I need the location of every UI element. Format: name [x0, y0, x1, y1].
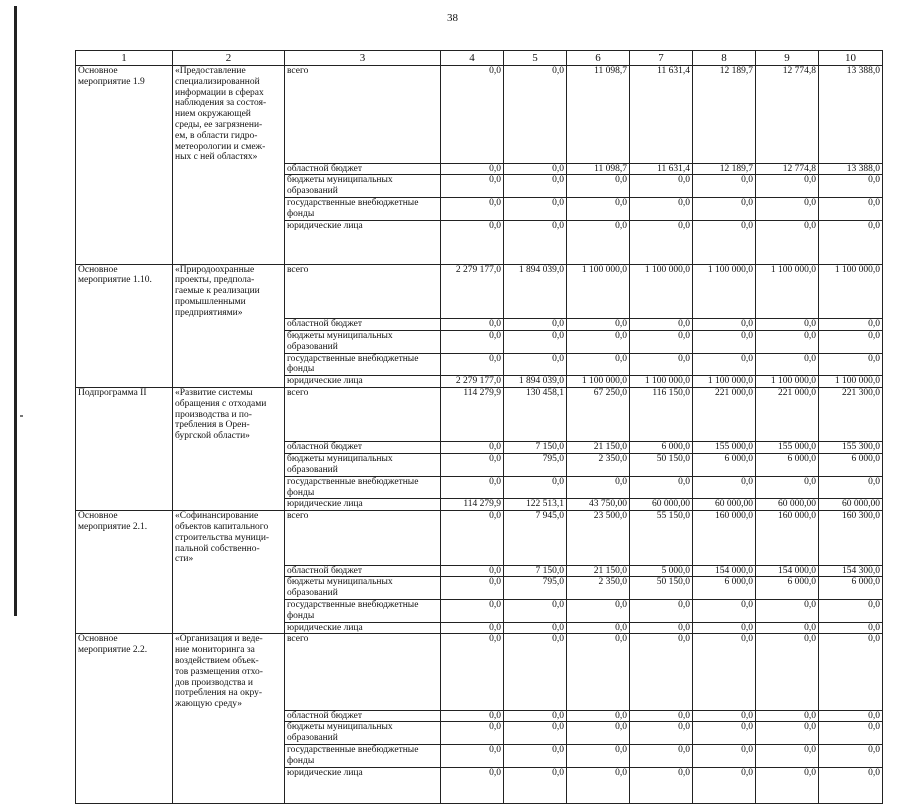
program-title-cell: [173, 454, 285, 477]
table-header: [76, 51, 883, 66]
program-title-cell: «Организация и веде- ние мониторинга за воздействием объек- тов размещения отхо- дов производства и потребления на окру- жающую среду»: [173, 634, 285, 710]
value-cell: 0,0: [630, 722, 693, 745]
table-row: [76, 264, 883, 318]
value-cell: 0,0: [630, 710, 693, 722]
header-cell: 9: [756, 51, 819, 66]
value-cell: 0,0: [441, 744, 504, 767]
value-cell: 0,0: [630, 319, 693, 331]
value-cell: 6 000,0: [630, 442, 693, 454]
funding-source-cell: всего: [285, 66, 441, 164]
table-row: [76, 66, 883, 164]
value-cell: 0,0: [504, 319, 567, 331]
value-cell: 21 150,0: [567, 565, 630, 577]
value-cell: 6 000,0: [756, 577, 819, 600]
value-cell: 0,0: [819, 710, 883, 722]
value-cell: 160 000,0: [756, 511, 819, 565]
table-row: [76, 220, 883, 264]
value-cell: 0,0: [567, 622, 630, 634]
program-name-cell: [76, 319, 173, 331]
program-title-cell: [173, 476, 285, 499]
value-cell: 0,0: [819, 722, 883, 745]
value-cell: 0,0: [630, 330, 693, 353]
page-number: 38: [447, 12, 458, 24]
program-name-cell: [76, 220, 173, 264]
header-cell: 3: [285, 51, 441, 66]
program-name-cell: [76, 163, 173, 175]
value-cell: 0,0: [756, 722, 819, 745]
value-cell: 0,0: [567, 198, 630, 221]
value-cell: 7 945,0: [504, 511, 567, 565]
value-cell: 795,0: [504, 577, 567, 600]
table-row: [76, 634, 883, 710]
value-cell: 154 000,0: [756, 565, 819, 577]
program-title-cell: «Софинансирование объектов капитального строительства муници- пальной собственно- сти»: [173, 511, 285, 565]
funding-source-cell: всего: [285, 264, 441, 318]
value-cell: 5 000,0: [630, 565, 693, 577]
value-cell: 0,0: [504, 220, 567, 264]
value-cell: 0,0: [504, 330, 567, 353]
value-cell: 11 631,4: [630, 66, 693, 164]
value-cell: 0,0: [567, 600, 630, 623]
value-cell: 0,0: [441, 66, 504, 164]
value-cell: 0,0: [441, 353, 504, 376]
value-cell: 0,0: [756, 319, 819, 331]
value-cell: 0,0: [441, 198, 504, 221]
value-cell: 6 000,0: [756, 454, 819, 477]
value-cell: 43 750,00: [567, 499, 630, 511]
value-cell: 0,0: [504, 66, 567, 164]
funding-source-cell: юридические лица: [285, 220, 441, 264]
value-cell: 154 300,0: [819, 565, 883, 577]
value-cell: 50 150,0: [630, 577, 693, 600]
value-cell: 0,0: [441, 722, 504, 745]
value-cell: 0,0: [693, 744, 756, 767]
program-name-cell: [76, 577, 173, 600]
program-name-cell: [76, 600, 173, 623]
value-cell: 60 000,00: [630, 499, 693, 511]
value-cell: 114 279,9: [441, 499, 504, 511]
value-cell: 0,0: [630, 744, 693, 767]
table-row: [76, 198, 883, 221]
funding-source-cell: юридические лица: [285, 622, 441, 634]
table-row: [76, 476, 883, 499]
table-row: [76, 330, 883, 353]
program-name-cell: [76, 476, 173, 499]
value-cell: 12 774,8: [756, 163, 819, 175]
program-title-cell: [173, 319, 285, 331]
value-cell: 0,0: [693, 175, 756, 198]
program-title-cell: [173, 744, 285, 767]
table-row: [76, 600, 883, 623]
funding-source-cell: всего: [285, 634, 441, 710]
program-name-cell: [76, 622, 173, 634]
value-cell: 2 279 177,0: [441, 376, 504, 388]
value-cell: 0,0: [441, 454, 504, 477]
program-title-cell: «Природоохранные проекты, предпола- гаемые к реализации промышленными предприятиями»: [173, 264, 285, 318]
value-cell: 2 350,0: [567, 577, 630, 600]
value-cell: 0,0: [693, 220, 756, 264]
value-cell: 0,0: [504, 175, 567, 198]
program-name-cell: [76, 376, 173, 388]
value-cell: 0,0: [567, 767, 630, 803]
value-cell: 0,0: [819, 476, 883, 499]
binding-edge-line: [14, 6, 17, 616]
value-cell: 60 000,00: [756, 499, 819, 511]
value-cell: 7 150,0: [504, 565, 567, 577]
program-name-cell: [76, 710, 173, 722]
program-title-cell: «Предоставление специализированной информации в сферах наблюдения за состоя- нием окружающей среды, ее загрязнени- ем, в области гидро- метеорологии и смеж- ных с ней областях»: [173, 66, 285, 164]
program-title-cell: [173, 442, 285, 454]
value-cell: 0,0: [819, 634, 883, 710]
value-cell: 0,0: [630, 622, 693, 634]
funding-source-cell: бюджеты муниципальных образований: [285, 722, 441, 745]
value-cell: 0,0: [441, 442, 504, 454]
value-cell: 0,0: [819, 353, 883, 376]
value-cell: 0,0: [441, 319, 504, 331]
program-name-cell: [76, 353, 173, 376]
funding-table: [75, 50, 883, 804]
value-cell: 0,0: [441, 600, 504, 623]
value-cell: 795,0: [504, 454, 567, 477]
value-cell: 155 000,0: [756, 442, 819, 454]
program-title-cell: [173, 767, 285, 803]
funding-source-cell: государственные внебюджетные фонды: [285, 600, 441, 623]
value-cell: 0,0: [756, 353, 819, 376]
value-cell: 0,0: [441, 175, 504, 198]
value-cell: 0,0: [504, 353, 567, 376]
program-name-cell: [76, 330, 173, 353]
program-title-cell: [173, 175, 285, 198]
program-title-cell: [173, 577, 285, 600]
table-row: [76, 353, 883, 376]
program-title-cell: [173, 600, 285, 623]
header-cell: 4: [441, 51, 504, 66]
value-cell: 0,0: [693, 353, 756, 376]
header-cell: 2: [173, 51, 285, 66]
funding-source-cell: бюджеты муниципальных образований: [285, 330, 441, 353]
value-cell: 221 300,0: [819, 387, 883, 441]
value-cell: 0,0: [756, 767, 819, 803]
value-cell: 13 388,0: [819, 66, 883, 164]
value-cell: 11 098,7: [567, 163, 630, 175]
program-name-cell: [76, 565, 173, 577]
value-cell: 0,0: [693, 722, 756, 745]
header-cell: 7: [630, 51, 693, 66]
program-name-cell: [76, 744, 173, 767]
program-title-cell: [173, 622, 285, 634]
value-cell: 0,0: [630, 220, 693, 264]
value-cell: 0,0: [756, 330, 819, 353]
value-cell: 0,0: [630, 476, 693, 499]
value-cell: 1 100 000,0: [693, 376, 756, 388]
value-cell: 1 100 000,0: [630, 376, 693, 388]
value-cell: 0,0: [441, 476, 504, 499]
value-cell: 60 000,00: [819, 499, 883, 511]
value-cell: 0,0: [567, 722, 630, 745]
program-name-cell: [76, 499, 173, 511]
program-name-cell: [76, 454, 173, 477]
funding-source-cell: юридические лица: [285, 499, 441, 511]
value-cell: 1 100 000,0: [567, 264, 630, 318]
table-row: [76, 744, 883, 767]
program-name-cell: [76, 198, 173, 221]
program-name-cell: Основное мероприятие 2.1.: [76, 511, 173, 565]
funding-source-cell: государственные внебюджетные фонды: [285, 744, 441, 767]
header-cell: 10: [819, 51, 883, 66]
table-row: [76, 710, 883, 722]
margin-mark: [20, 415, 23, 417]
table-body: [76, 66, 883, 804]
value-cell: 221 000,0: [756, 387, 819, 441]
value-cell: 0,0: [819, 175, 883, 198]
value-cell: 0,0: [567, 710, 630, 722]
value-cell: 0,0: [756, 476, 819, 499]
program-name-cell: [76, 722, 173, 745]
value-cell: 11 098,7: [567, 66, 630, 164]
funding-source-cell: областной бюджет: [285, 442, 441, 454]
header-cell: 5: [504, 51, 567, 66]
program-title-cell: [173, 710, 285, 722]
value-cell: 0,0: [756, 744, 819, 767]
value-cell: 1 894 039,0: [504, 264, 567, 318]
program-name-cell: Основное мероприятие 1.10.: [76, 264, 173, 318]
value-cell: 154 000,0: [693, 565, 756, 577]
value-cell: 12 189,7: [693, 163, 756, 175]
table-row: [76, 387, 883, 441]
value-cell: 12 774,8: [756, 66, 819, 164]
table-row: [76, 511, 883, 565]
value-cell: 0,0: [756, 198, 819, 221]
value-cell: 23 500,0: [567, 511, 630, 565]
table-row: [76, 442, 883, 454]
value-cell: 0,0: [819, 198, 883, 221]
value-cell: 0,0: [819, 330, 883, 353]
value-cell: 0,0: [819, 767, 883, 803]
funding-source-cell: бюджеты муниципальных образований: [285, 577, 441, 600]
value-cell: 60 000,00: [693, 499, 756, 511]
value-cell: 0,0: [504, 600, 567, 623]
value-cell: 0,0: [693, 319, 756, 331]
program-title-cell: [173, 198, 285, 221]
value-cell: 0,0: [441, 330, 504, 353]
funding-source-cell: областной бюджет: [285, 319, 441, 331]
value-cell: 0,0: [693, 600, 756, 623]
program-title-cell: [173, 353, 285, 376]
program-title-cell: «Развитие системы обращения с отходами производства и по- требления в Орен- бургской области»: [173, 387, 285, 441]
funding-source-cell: областной бюджет: [285, 163, 441, 175]
value-cell: 1 100 000,0: [819, 376, 883, 388]
funding-source-cell: всего: [285, 387, 441, 441]
value-cell: 0,0: [504, 744, 567, 767]
table-row: [76, 622, 883, 634]
value-cell: 0,0: [504, 622, 567, 634]
value-cell: 0,0: [441, 767, 504, 803]
value-cell: 1 100 000,0: [567, 376, 630, 388]
value-cell: 160 000,0: [693, 511, 756, 565]
value-cell: 0,0: [630, 634, 693, 710]
header-cell: 6: [567, 51, 630, 66]
value-cell: 0,0: [441, 511, 504, 565]
value-cell: 0,0: [756, 175, 819, 198]
value-cell: 0,0: [819, 600, 883, 623]
value-cell: 0,0: [504, 710, 567, 722]
value-cell: 0,0: [630, 600, 693, 623]
header-cell: 1: [76, 51, 173, 66]
value-cell: 0,0: [630, 198, 693, 221]
header-cell: 8: [693, 51, 756, 66]
value-cell: 0,0: [567, 220, 630, 264]
value-cell: 0,0: [756, 220, 819, 264]
value-cell: 155 000,0: [693, 442, 756, 454]
funding-source-cell: областной бюджет: [285, 565, 441, 577]
value-cell: 116 150,0: [630, 387, 693, 441]
value-cell: 0,0: [693, 330, 756, 353]
table-row: [76, 565, 883, 577]
table-row: [76, 454, 883, 477]
value-cell: 0,0: [504, 767, 567, 803]
value-cell: 155 300,0: [819, 442, 883, 454]
value-cell: 13 388,0: [819, 163, 883, 175]
value-cell: 1 894 039,0: [504, 376, 567, 388]
value-cell: 0,0: [567, 175, 630, 198]
value-cell: 67 250,0: [567, 387, 630, 441]
value-cell: 0,0: [693, 198, 756, 221]
table-row: [76, 767, 883, 803]
value-cell: 130 458,1: [504, 387, 567, 441]
header-row: [76, 51, 883, 66]
program-title-cell: [173, 220, 285, 264]
value-cell: 6 000,0: [693, 577, 756, 600]
value-cell: 160 300,0: [819, 511, 883, 565]
value-cell: 0,0: [693, 710, 756, 722]
value-cell: 11 631,4: [630, 163, 693, 175]
value-cell: 0,0: [567, 330, 630, 353]
value-cell: 1 100 000,0: [756, 264, 819, 318]
program-title-cell: [173, 565, 285, 577]
value-cell: 1 100 000,0: [819, 264, 883, 318]
value-cell: 0,0: [819, 622, 883, 634]
program-name-cell: Основное мероприятие 2.2.: [76, 634, 173, 710]
program-name-cell: Основное мероприятие 1.9: [76, 66, 173, 164]
value-cell: 0,0: [819, 744, 883, 767]
program-title-cell: [173, 376, 285, 388]
program-name-cell: [76, 767, 173, 803]
table-row: [76, 577, 883, 600]
value-cell: 0,0: [441, 163, 504, 175]
funding-source-cell: юридические лица: [285, 376, 441, 388]
program-title-cell: [173, 499, 285, 511]
value-cell: 0,0: [441, 710, 504, 722]
value-cell: 0,0: [819, 319, 883, 331]
value-cell: 2 279 177,0: [441, 264, 504, 318]
funding-source-cell: государственные внебюджетные фонды: [285, 476, 441, 499]
value-cell: 55 150,0: [630, 511, 693, 565]
value-cell: 0,0: [567, 319, 630, 331]
table-row: [76, 175, 883, 198]
value-cell: 0,0: [819, 220, 883, 264]
value-cell: 0,0: [756, 600, 819, 623]
funding-source-cell: государственные внебюджетные фонды: [285, 198, 441, 221]
program-name-cell: Подпрограмма II: [76, 387, 173, 441]
value-cell: 0,0: [567, 744, 630, 767]
value-cell: 0,0: [441, 220, 504, 264]
value-cell: 0,0: [693, 634, 756, 710]
program-title-cell: [173, 163, 285, 175]
value-cell: 0,0: [504, 198, 567, 221]
value-cell: 1 100 000,0: [630, 264, 693, 318]
program-name-cell: [76, 175, 173, 198]
program-title-cell: [173, 330, 285, 353]
value-cell: 0,0: [504, 163, 567, 175]
value-cell: 0,0: [567, 634, 630, 710]
value-cell: 0,0: [441, 622, 504, 634]
funding-source-cell: бюджеты муниципальных образований: [285, 454, 441, 477]
table-row: [76, 319, 883, 331]
value-cell: 0,0: [567, 476, 630, 499]
value-cell: 0,0: [504, 722, 567, 745]
value-cell: 0,0: [630, 767, 693, 803]
value-cell: 0,0: [567, 353, 630, 376]
value-cell: 50 150,0: [630, 454, 693, 477]
value-cell: 7 150,0: [504, 442, 567, 454]
table-row: [76, 376, 883, 388]
table-row: [76, 722, 883, 745]
value-cell: 0,0: [693, 622, 756, 634]
value-cell: 0,0: [441, 634, 504, 710]
funding-source-cell: юридические лица: [285, 767, 441, 803]
value-cell: 0,0: [630, 175, 693, 198]
value-cell: 114 279,9: [441, 387, 504, 441]
value-cell: 12 189,7: [693, 66, 756, 164]
value-cell: 6 000,0: [819, 577, 883, 600]
funding-source-cell: всего: [285, 511, 441, 565]
funding-source-cell: государственные внебюджетные фонды: [285, 353, 441, 376]
funding-source-cell: бюджеты муниципальных образований: [285, 175, 441, 198]
value-cell: 2 350,0: [567, 454, 630, 477]
value-cell: 0,0: [756, 710, 819, 722]
value-cell: 6 000,0: [693, 454, 756, 477]
value-cell: 0,0: [441, 577, 504, 600]
funding-source-cell: областной бюджет: [285, 710, 441, 722]
value-cell: 122 513,1: [504, 499, 567, 511]
value-cell: 0,0: [504, 476, 567, 499]
value-cell: 1 100 000,0: [756, 376, 819, 388]
program-name-cell: [76, 442, 173, 454]
value-cell: 1 100 000,0: [693, 264, 756, 318]
value-cell: 0,0: [504, 634, 567, 710]
value-cell: 0,0: [630, 353, 693, 376]
program-title-cell: [173, 722, 285, 745]
table-row: [76, 163, 883, 175]
value-cell: 0,0: [693, 476, 756, 499]
value-cell: 0,0: [693, 767, 756, 803]
value-cell: 0,0: [756, 622, 819, 634]
value-cell: 0,0: [441, 565, 504, 577]
value-cell: 0,0: [756, 634, 819, 710]
value-cell: 6 000,0: [819, 454, 883, 477]
value-cell: 21 150,0: [567, 442, 630, 454]
table-row: [76, 499, 883, 511]
value-cell: 221 000,0: [693, 387, 756, 441]
